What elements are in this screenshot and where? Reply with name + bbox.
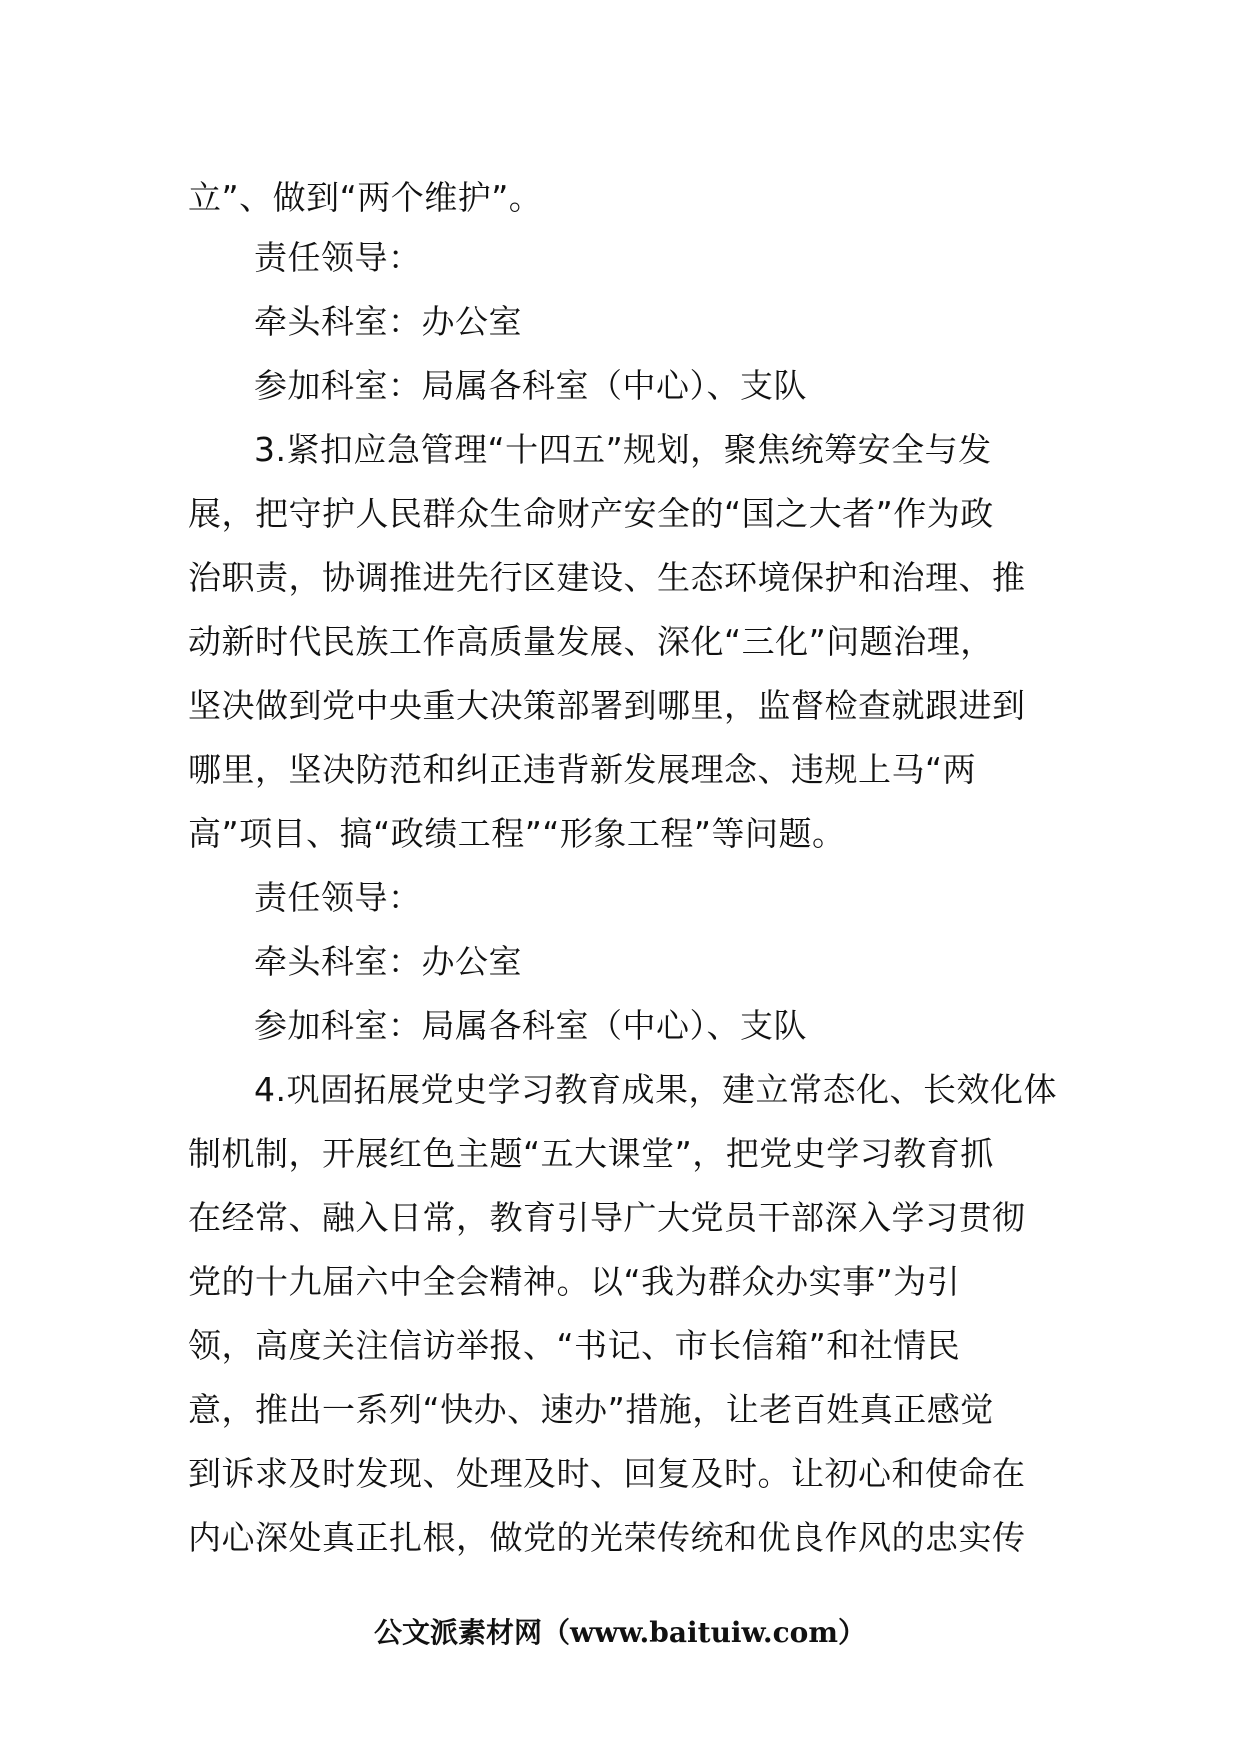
- text-line: 意，推出一系列“快办、速办”措施，让老百姓真正感觉: [188, 1390, 994, 1429]
- text-line: 在经常、融入日常，教育引导广大党员干部深入学习贯彻: [188, 1198, 1026, 1237]
- text-line: 党的十九届六中全会精神。以“我为群众办实事”为引: [188, 1262, 961, 1301]
- text-line: 治职责，协调推进先行区建设、生态环境保护和治理、推: [188, 558, 1026, 597]
- text-line: 责任领导：: [254, 238, 422, 277]
- text-line: 哪里，坚决防范和纠正违背新发展理念、违规上马“两: [188, 750, 977, 789]
- footer-watermark: 公文派素材网（www.baituiw.com）: [374, 1616, 866, 1649]
- text-line: 到诉求及时发现、处理及时、回复及时。让初心和使命在: [188, 1454, 1026, 1493]
- text-line: 3.紧扣应急管理“十四五”规划，聚焦统筹安全与发: [254, 430, 992, 469]
- text-line: 制机制，开展红色主题“五大课堂”，把党史学习教育抓: [188, 1134, 994, 1173]
- text-line: 责任领导：: [254, 878, 422, 917]
- text-line: 参加科室：局属各科室（中心）、支队: [254, 1006, 807, 1045]
- text-line: 展，把守护人民群众生命财产安全的“国之大者”作为政: [188, 494, 994, 533]
- text-line: 高”项目、搞“政绩工程”“形象工程”等问题。: [188, 814, 846, 853]
- text-line: 动新时代民族工作高质量发展、深化“三化”问题治理，: [188, 622, 994, 661]
- text-line: 领，高度关注信访举报、“书记、市长信箱”和社情民: [188, 1326, 961, 1365]
- text-line: 参加科室：局属各科室（中心）、支队: [254, 366, 807, 405]
- text-line: 牵头科室：办公室: [254, 302, 522, 341]
- text-line: 4.巩固拓展党史学习教育成果，建立常态化、长效化体: [254, 1070, 1057, 1109]
- text-line: 牵头科室：办公室: [254, 942, 522, 981]
- text-line: 立”、做到“两个维护”。: [188, 178, 543, 217]
- text-line: 内心深处真正扎根，做党的光荣传统和优良作风的忠实传: [188, 1518, 1026, 1557]
- text-line: 坚决做到党中央重大决策部署到哪里，监督检查就跟进到: [188, 686, 1026, 725]
